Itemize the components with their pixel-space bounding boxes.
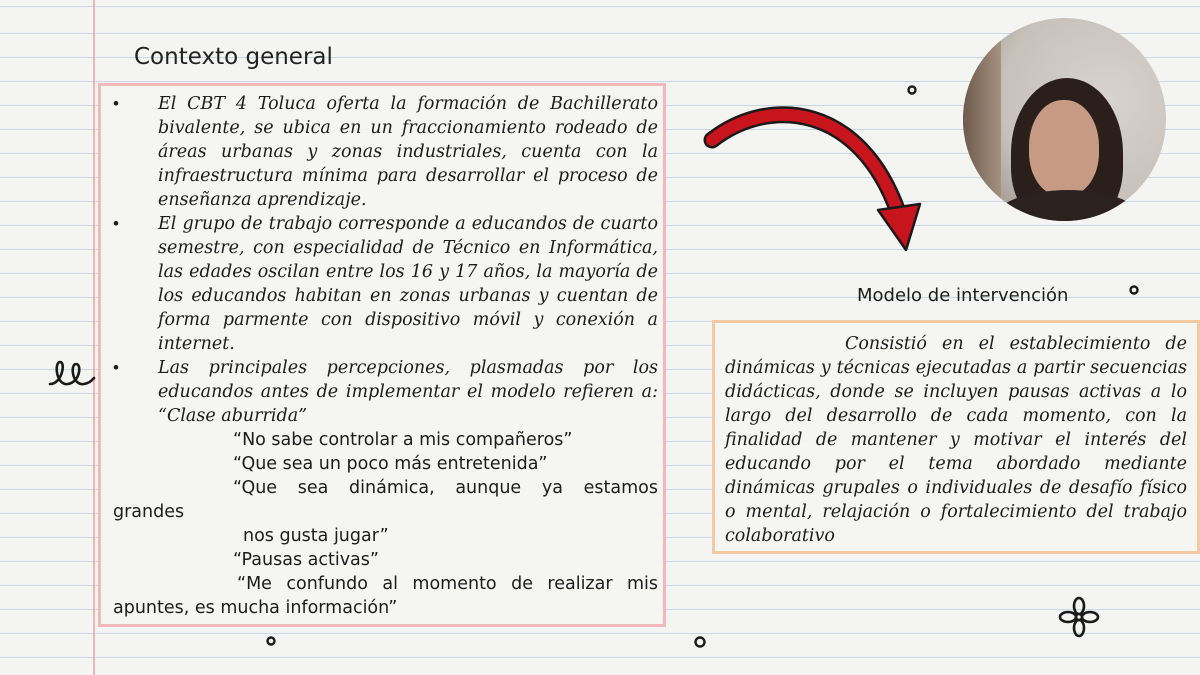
dot-doodle-icon (1128, 284, 1140, 296)
list-item (113, 92, 658, 212)
dot-doodle-icon (693, 635, 707, 649)
intervention-box (712, 320, 1200, 554)
context-box (98, 83, 666, 627)
quote-line: “Que sea un poco más entretenida” (233, 454, 548, 474)
bullet-icon: • (113, 358, 119, 377)
right-section-title: Modelo de intervención (857, 285, 1069, 306)
intervention-text: Consistió en el establecimiento de dinámicas y técnicas ejecutadas a partir secuencias didácticas, donde se incluyen pausas activas a lo largo del desarrollo de cada momento, con la finalidad de mantener y motivar el interés del educando por el tema abordado mediante dinámicas grupales o individuales de desafío físico o mental, relajación o fortalecimiento del trabajo colaborativo (725, 334, 1187, 546)
bullet-text: El CBT 4 Toluca oferta la formación de Bachillerato bivalente, se ubica en un fraccionamiento rodeado de áreas urbanas y zonas industriales, cuenta con la infraestructura mínima para desarrollar el proceso de enseñanza aprendizaje. (158, 94, 658, 210)
quote-line: grandes (113, 502, 185, 522)
quote-line: “No sabe controlar a mis compañeros” (233, 430, 573, 450)
avatar-face (1029, 100, 1099, 196)
flower-icon (1058, 596, 1100, 638)
quote-line: apuntes, es mucha información” (113, 598, 398, 618)
presenter-video-avatar (963, 18, 1166, 221)
left-section-title: Contexto general (134, 44, 333, 70)
bullet-icon: • (113, 94, 119, 113)
loop-doodle-icon (48, 358, 98, 390)
list-item (113, 356, 658, 428)
notebook-margin-line (93, 0, 95, 675)
bullet-text: Las principales percepciones, plasmadas por los educandos antes de implementar el modelo refieren a: “Clase aburrida” (158, 358, 658, 426)
curved-arrow-icon (700, 100, 930, 260)
bullet-icon: • (113, 214, 119, 233)
dot-doodle-icon (265, 635, 277, 647)
avatar-background-door (963, 18, 1001, 221)
quote-line: nos gusta jugar” (243, 526, 389, 546)
list-item (113, 212, 658, 356)
quote-line: “Que sea dinámica, aunque ya estamos (233, 478, 658, 498)
quote-line: “Pausas activas” (233, 550, 379, 570)
quote-line: “Me confundo al momento de realizar mis (237, 574, 658, 594)
dot-doodle-icon (906, 84, 918, 96)
bullet-text: El grupo de trabajo corresponde a educandos de cuarto semestre, con especialidad de Técnico en Informática, las edades oscilan entre los 16 y 17 años, la mayoría de los educandos habitan en zonas urbanas y cuentan de forma parmente con dispositivo móvil y conexión a internet. (158, 214, 658, 354)
